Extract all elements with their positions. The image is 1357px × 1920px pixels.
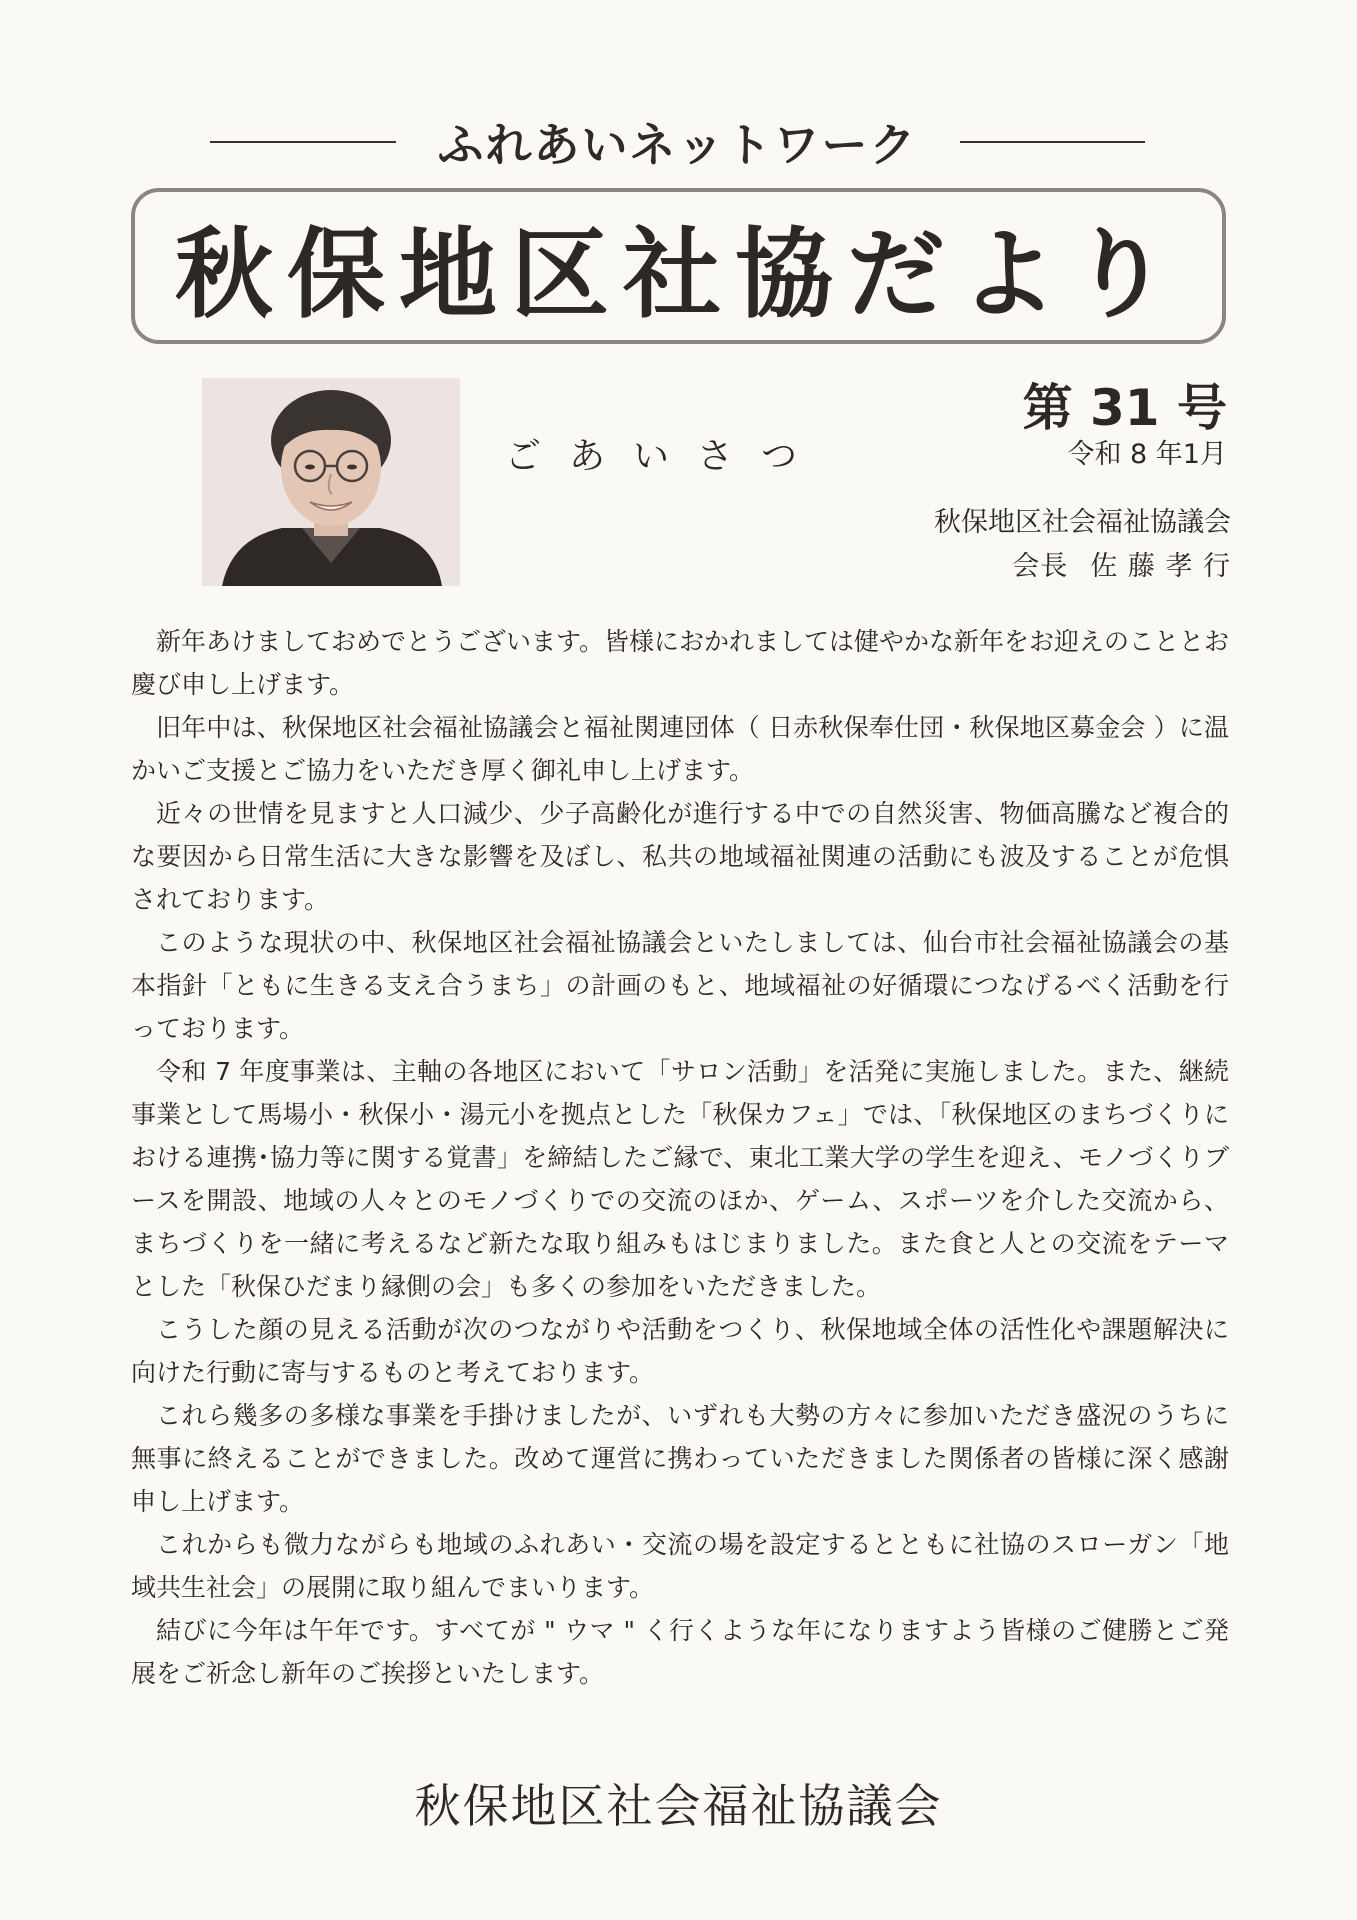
body-paragraph: 結びに今年は午年です。すべてが " ウマ " く行くような年になりますよう皆様のご健勝とご発展をご祈念し新年のご挨拶といたします。 [131,1616,1229,1688]
body-paragraph: こうした顔の見える活動が次のつながりや活動をつくり、秋保地域全体の活性化や課題解決に向けた行動に寄与するものと考えております。 [131,1315,1229,1387]
author-signature [1012,544,1231,583]
portrait-image [202,378,460,586]
body-paragraph: このような現状の中、秋保地区社会福祉協議会といたしましては、仙台市社会福祉協議会の基本指針「ともに生きる支え合うまち」の計画のもと、地域福祉の好循環につなげるべく活動を行っております。 [131,928,1229,1043]
author-organization: 秋保地区社会福祉協議会 [934,507,1231,538]
body-paragraph: 新年あけましておめでとうございます。皆様におかれましては健やかな新年をお迎えのこととお慶び申し上げます。 [131,627,1230,699]
greeting-heading: ごあいさつ [505,436,826,477]
body-paragraph: 令和 7 年度事業は、主軸の各地区において「サロン活動」を活発に実施しました。また、継続事業として馬場小・秋保小・湯元小を拠点とした「秋保カフェ」では、「秋保地区のまちづくりにおける連携･協力等に関する覚書」を締結したご縁で、東北工業大学の学生を迎え、モノづくりブースを開設、地域の人々とのモノづくりでの交流のほか、ゲーム、スポーツを介した交流から、まちづくりを一緒に考えるなど新たな取り組みもはじまりました。また食と人との交流をテーマとした「秋保ひだまり縁側の会」も多くの参加をいただきました。 [131,1057,1229,1301]
body-paragraph: 旧年中は、秋保地区社会福祉協議会と福祉関連団体（ 日赤秋保奉仕団・秋保地区募金会 ）に温かいご支援とご協力をいただき厚く御礼申し上げます。 [131,713,1229,785]
issue-number: 第 31 号 [1022,379,1227,437]
newsletter-title: 秋保地区社協だより [175,216,1184,332]
title-frame [131,188,1226,344]
body-paragraph: これら幾多の多様な事業を手掛けましたが、いずれも大勢の方々に参加いただき盛況のうちに無事に終えることができました。改めて運営に携わっていただきました関係者の皆様に深く感謝申し上げます。 [131,1401,1229,1516]
greeting-body [131,620,1229,1695]
author-name: 佐 藤 孝 行 [1090,551,1231,582]
footer-organization: 秋保地区社会福祉協議会 [414,1779,943,1833]
issue-date: 令和 8 年1月 [1067,439,1227,470]
body-paragraph: これからも微力ながらも地域のふれあい・交流の場を設定するとともに社協のスローガン「地域共生社会」の展開に取り組んでまいります。 [131,1530,1229,1602]
series-header [210,112,1145,172]
body-paragraph: 近々の世情を見ますと人口減少、少子高齢化が進行する中での自然災害、物価高騰など複合的な要因から日常生活に大きな影響を及ぼし、私共の地域福祉関連の活動にも波及することが危惧されております。 [131,799,1229,914]
header-rule-left [210,141,396,143]
chairman-photo [202,378,460,586]
header-rule-right [960,141,1146,143]
series-title: ふれあいネットワーク [437,118,918,172]
author-role: 会長 [1012,551,1069,582]
